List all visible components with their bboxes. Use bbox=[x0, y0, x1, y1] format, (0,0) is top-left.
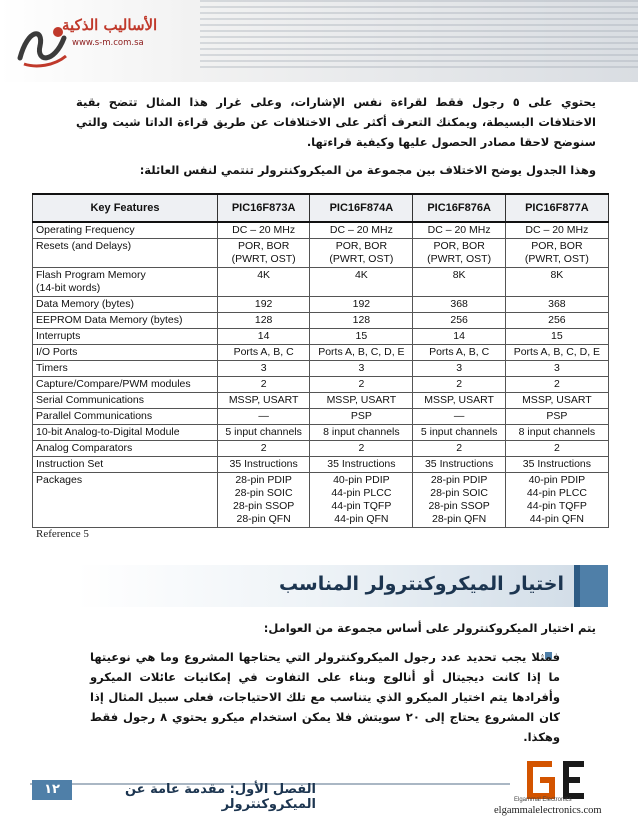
feature-value-cell: 192 bbox=[218, 297, 310, 313]
feature-value-cell: 28-pin PDIP 28-pin SOIC 28-pin SSOP 28-pin QFN bbox=[413, 473, 505, 528]
table-row bbox=[33, 239, 609, 268]
feature-value-cell: 2 bbox=[218, 441, 310, 457]
feature-value-cell: MSSP, USART bbox=[310, 393, 413, 409]
feature-value-cell: 35 Instructions bbox=[413, 457, 505, 473]
feature-value-cell: 368 bbox=[505, 297, 608, 313]
feature-name-cell: Serial Communications bbox=[33, 393, 218, 409]
feature-name-cell: Analog Comparators bbox=[33, 441, 218, 457]
feature-value-cell: 28-pin PDIP 28-pin SOIC 28-pin SSOP 28-pin QFN bbox=[218, 473, 310, 528]
feature-value-cell: — bbox=[218, 409, 310, 425]
feature-name-cell: Parallel Communications bbox=[33, 409, 218, 425]
feature-name-cell: I/O Ports bbox=[33, 345, 218, 361]
feature-value-cell: 3 bbox=[218, 361, 310, 377]
table-row bbox=[33, 313, 609, 329]
feature-value-cell: 2 bbox=[218, 377, 310, 393]
feature-value-cell: 35 Instructions bbox=[218, 457, 310, 473]
feature-value-cell: 15 bbox=[505, 329, 608, 345]
feature-name-cell: Capture/Compare/PWM modules bbox=[33, 377, 218, 393]
header-stripes bbox=[200, 0, 638, 70]
section-lead: يتم اختيار الميكروكنترولر على أساس مجموعة من العوامل: bbox=[263, 621, 596, 635]
feature-value-cell: 128 bbox=[310, 313, 413, 329]
feature-value-cell: DC – 20 MHz bbox=[218, 222, 310, 239]
feature-value-cell: POR, BOR (PWRT, OST) bbox=[218, 239, 310, 268]
feature-value-cell: 40-pin PDIP 44-pin PLCC 44-pin TQFP 44-pin QFN bbox=[505, 473, 608, 528]
feature-value-cell: POR, BOR (PWRT, OST) bbox=[310, 239, 413, 268]
feature-value-cell: 2 bbox=[505, 441, 608, 457]
table-header-cell: PIC16F874A bbox=[310, 194, 413, 222]
brand-url[interactable]: www.s-m.com.sa bbox=[72, 38, 144, 48]
feature-value-cell: 8 input channels bbox=[505, 425, 608, 441]
feature-value-cell: DC – 20 MHz bbox=[310, 222, 413, 239]
ge-logo-caption: Elgammal Electronics bbox=[514, 797, 572, 803]
feature-value-cell: 8 input channels bbox=[310, 425, 413, 441]
table-caption: وهذا الجدول يوضح الاختلاف بين مجموعة من الميكروكنترولر تنتمي لنفس العائلة: bbox=[139, 163, 596, 177]
feature-value-cell: PSP bbox=[310, 409, 413, 425]
brand-name: الأساليب الذكية bbox=[62, 16, 158, 34]
intro-paragraph: يحتوي على ٥ رجول فقط لقراءة نفس الإشارات، وعلى غرار هذا المثال تتضح بقية الاختلافات البسيطة، ويمكنك التعرف أكثر على الاختلافات عن طريق قراءة الداتا شيت والتي سنوضح لاحقا مصادر الحصول عليها وكيفية قراءتها. bbox=[76, 95, 596, 149]
footer-website[interactable]: elgammalelectronics.com bbox=[494, 805, 602, 816]
ge-logo-icon bbox=[522, 760, 602, 800]
feature-value-cell: 2 bbox=[413, 441, 505, 457]
feature-value-cell: MSSP, USART bbox=[413, 393, 505, 409]
feature-name-cell: Interrupts bbox=[33, 329, 218, 345]
feature-value-cell: 8K bbox=[413, 268, 505, 297]
bullet-paragraph: فمثلا يجب تحديد عدد رجول الميكروكنترولر التي يحتاجها المشروع وما هي نوعيتها ما إذا كانت ديجيتال أو أنالوج وبناء على التفاوت في إمكانيات عائلات الميكرو وأفرادها يتم اختيار الميكرو الذي يتناسب مع تلك الاحتياجات، فعلى سبيل المثال إذا كان المشروع يحتاج إلى ٢٠ سويتش فلا يمكن استخدام ميكرو يحتوي ٨ رجول فقط وهكذا. bbox=[90, 650, 560, 744]
feature-name-cell: Flash Program Memory (14-bit words) bbox=[33, 268, 218, 297]
table-row bbox=[33, 441, 609, 457]
feature-value-cell: 368 bbox=[413, 297, 505, 313]
feature-value-cell: Ports A, B, C, D, E bbox=[310, 345, 413, 361]
feature-value-cell: 2 bbox=[310, 377, 413, 393]
feature-value-cell: Ports A, B, C, D, E bbox=[505, 345, 608, 361]
table-row bbox=[33, 268, 609, 297]
feature-name-cell: 10-bit Analog-to-Digital Module bbox=[33, 425, 218, 441]
feature-value-cell: 2 bbox=[310, 441, 413, 457]
feature-value-cell: 5 input channels bbox=[413, 425, 505, 441]
feature-value-cell: Ports A, B, C bbox=[413, 345, 505, 361]
chapter-title: الفصل الأول: مقدمة عامة عن الميكروكنترولر bbox=[124, 782, 316, 812]
feature-value-cell: 2 bbox=[413, 377, 505, 393]
table-row bbox=[33, 222, 609, 239]
table-header-row bbox=[33, 194, 609, 222]
feature-name-cell: Packages bbox=[33, 473, 218, 528]
features-table bbox=[32, 193, 609, 528]
feature-value-cell: Ports A, B, C bbox=[218, 345, 310, 361]
feature-value-cell: MSSP, USART bbox=[218, 393, 310, 409]
feature-value-cell: 15 bbox=[310, 329, 413, 345]
table-header-cell: PIC16F877A bbox=[505, 194, 608, 222]
feature-name-cell: Resets (and Delays) bbox=[33, 239, 218, 268]
feature-value-cell: 35 Instructions bbox=[505, 457, 608, 473]
table-row bbox=[33, 329, 609, 345]
feature-value-cell: 35 Instructions bbox=[310, 457, 413, 473]
feature-value-cell: 14 bbox=[413, 329, 505, 345]
feature-name-cell: EEPROM Data Memory (bytes) bbox=[33, 313, 218, 329]
feature-value-cell: 4K bbox=[310, 268, 413, 297]
table-row bbox=[33, 473, 609, 528]
feature-value-cell: — bbox=[413, 409, 505, 425]
feature-value-cell: 256 bbox=[413, 313, 505, 329]
table-header-cell: Key Features bbox=[33, 194, 218, 222]
feature-value-cell: 128 bbox=[218, 313, 310, 329]
table-header-cell: PIC16F876A bbox=[413, 194, 505, 222]
feature-value-cell: MSSP, USART bbox=[505, 393, 608, 409]
feature-value-cell: 192 bbox=[310, 297, 413, 313]
feature-value-cell: POR, BOR (PWRT, OST) bbox=[505, 239, 608, 268]
feature-value-cell: 2 bbox=[505, 377, 608, 393]
feature-value-cell: 3 bbox=[413, 361, 505, 377]
table-row bbox=[33, 297, 609, 313]
feature-value-cell: 4K bbox=[218, 268, 310, 297]
feature-value-cell: 8K bbox=[505, 268, 608, 297]
table-row bbox=[33, 393, 609, 409]
table-row bbox=[33, 457, 609, 473]
section-title: اختيار الميكروكنترولر المناسب bbox=[278, 573, 564, 595]
table-row bbox=[33, 361, 609, 377]
feature-value-cell: 40-pin PDIP 44-pin PLCC 44-pin TQFP 44-pin QFN bbox=[310, 473, 413, 528]
feature-value-cell: POR, BOR (PWRT, OST) bbox=[413, 239, 505, 268]
feature-name-cell: Operating Frequency bbox=[33, 222, 218, 239]
feature-value-cell: 3 bbox=[310, 361, 413, 377]
table-reference: Reference 5 bbox=[36, 528, 89, 540]
section-bar-edge bbox=[580, 565, 608, 607]
feature-value-cell: 5 input channels bbox=[218, 425, 310, 441]
feature-value-cell: DC – 20 MHz bbox=[505, 222, 608, 239]
feature-value-cell: PSP bbox=[505, 409, 608, 425]
table-header-cell: PIC16F873A bbox=[218, 194, 310, 222]
page-number: ١٢ bbox=[32, 780, 72, 800]
table-row bbox=[33, 425, 609, 441]
feature-value-cell: DC – 20 MHz bbox=[413, 222, 505, 239]
feature-value-cell: 3 bbox=[505, 361, 608, 377]
table-row bbox=[33, 409, 609, 425]
publisher-logo bbox=[14, 10, 164, 72]
feature-value-cell: 14 bbox=[218, 329, 310, 345]
feature-name-cell: Instruction Set bbox=[33, 457, 218, 473]
table-row bbox=[33, 345, 609, 361]
feature-name-cell: Timers bbox=[33, 361, 218, 377]
feature-name-cell: Data Memory (bytes) bbox=[33, 297, 218, 313]
feature-value-cell: 256 bbox=[505, 313, 608, 329]
table-row bbox=[33, 377, 609, 393]
